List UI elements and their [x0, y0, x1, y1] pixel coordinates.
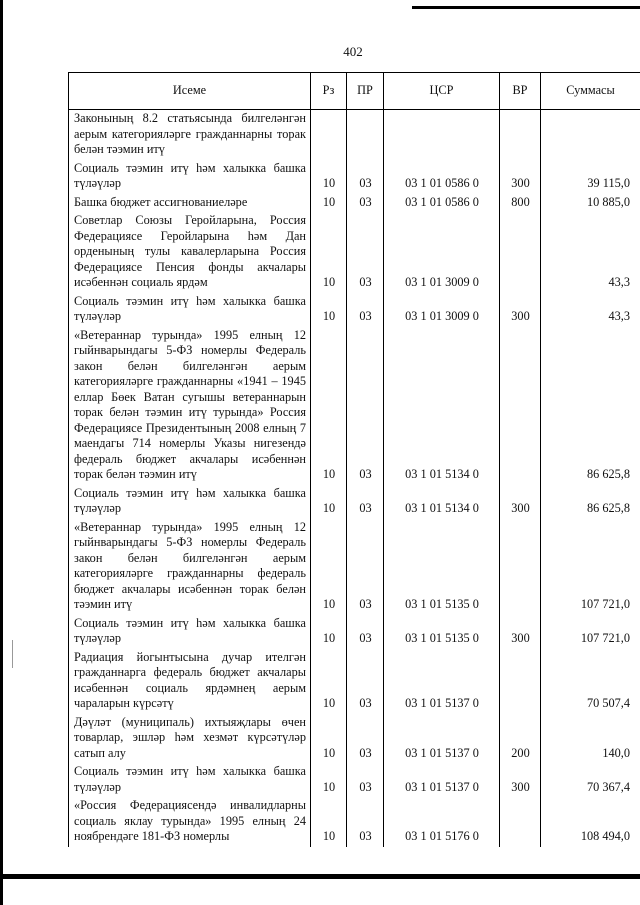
row-csr: 03 1 01 5137 0 — [384, 649, 500, 714]
row-vr: 800 — [500, 194, 541, 213]
row-pr: 03 — [347, 293, 384, 327]
table-row — [69, 714, 640, 764]
header-rz: Рз — [311, 73, 347, 110]
row-sum: 86 625,8 — [541, 485, 640, 519]
table-header-row — [69, 73, 640, 110]
row-rz: 10 — [311, 714, 347, 764]
row-csr: 03 1 01 5134 0 — [384, 485, 500, 519]
row-rz: 10 — [311, 327, 347, 485]
page-number: 402 — [343, 44, 363, 59]
row-pr: 03 — [347, 327, 384, 485]
table-body — [69, 110, 640, 847]
row-sum — [541, 110, 640, 160]
row-pr: 03 — [347, 714, 384, 764]
row-pr: 03 — [347, 649, 384, 714]
table-row — [69, 763, 640, 797]
row-pr: 03 — [347, 194, 384, 213]
row-rz: 10 — [311, 615, 347, 649]
row-sum: 43,3 — [541, 212, 640, 293]
row-pr: 03 — [347, 615, 384, 649]
row-sum: 70 507,4 — [541, 649, 640, 714]
row-name: Башка бюджет ассигнованиеләре — [69, 194, 311, 213]
row-name: Радиация йогынтысына дучар ителгән гражданнарга федераль бюджет акчалары исәбеннән социаль ярдәмнең аерым чараларын күрсәтү — [69, 649, 311, 714]
row-csr — [384, 110, 500, 160]
row-name: Законының 8.2 статьясында билгеләнгән аерым категорияләрге гражданнарны торак белән тәэмин итү — [69, 110, 311, 160]
row-vr: 300 — [500, 485, 541, 519]
row-rz — [311, 110, 347, 160]
header-csr: ЦСР — [384, 73, 500, 110]
row-pr — [347, 110, 384, 160]
row-rz: 10 — [311, 212, 347, 293]
row-vr: 300 — [500, 763, 541, 797]
row-sum: 10 885,0 — [541, 194, 640, 213]
row-rz: 10 — [311, 519, 347, 615]
table-row — [69, 327, 640, 485]
scan-bottom-bar — [0, 874, 640, 879]
row-sum: 39 115,0 — [541, 160, 640, 194]
table-row — [69, 194, 640, 213]
row-name: Социаль тәэмин итү һәм халыкка башка түләүләр — [69, 160, 311, 194]
row-rz: 10 — [311, 485, 347, 519]
row-csr: 03 1 01 5135 0 — [384, 615, 500, 649]
table-row — [69, 797, 640, 847]
row-csr: 03 1 01 5135 0 — [384, 519, 500, 615]
row-pr: 03 — [347, 763, 384, 797]
row-pr: 03 — [347, 212, 384, 293]
row-csr: 03 1 01 3009 0 — [384, 293, 500, 327]
row-sum: 43,3 — [541, 293, 640, 327]
row-sum: 86 625,8 — [541, 327, 640, 485]
row-name: «Россия Федерациясендә инвалидларны социаль яклау турында» 1995 елның 24 ноябрендәге 181-ФЗ номерлы — [69, 797, 311, 847]
row-csr: 03 1 01 5176 0 — [384, 797, 500, 847]
row-csr: 03 1 01 0586 0 — [384, 194, 500, 213]
table-row — [69, 519, 640, 615]
header-sum: Суммасы — [541, 73, 640, 110]
table-row — [69, 110, 640, 160]
header-name: Исеме — [69, 73, 311, 110]
scan-mark — [12, 640, 13, 668]
row-vr — [500, 519, 541, 615]
row-name: «Ветераннар турында» 1995 елның 12 гыйнварындагы 5-ФЗ номерлы Федераль закон белән билгеләнгән аерым категорияләрге гражданнарны «1941 – 1945 еллар Бөек Ватан сугышы ветераннарын торак белән тәэмин итү турында» Россия Федерациясе Президентының 2008 елның 7 маендагы 714 номерлы Указы нигезендә федераль бюджет акчалары исәбеннән торак белән тәэмин итү — [69, 327, 311, 485]
row-vr — [500, 649, 541, 714]
row-sum: 140,0 — [541, 714, 640, 764]
table-row — [69, 160, 640, 194]
row-rz: 10 — [311, 293, 347, 327]
scan-left-edge — [0, 0, 3, 905]
row-name: Социаль тәэмин итү һәм халыкка башка түләүләр — [69, 485, 311, 519]
scan-top-bar — [412, 6, 640, 9]
row-csr: 03 1 01 5137 0 — [384, 763, 500, 797]
row-vr — [500, 327, 541, 485]
row-vr — [500, 110, 541, 160]
row-vr — [500, 797, 541, 847]
row-csr: 03 1 01 0586 0 — [384, 160, 500, 194]
row-name: Социаль тәэмин итү һәм халыкка башка түләүләр — [69, 763, 311, 797]
row-sum: 70 367,4 — [541, 763, 640, 797]
row-csr: 03 1 01 5134 0 — [384, 327, 500, 485]
row-pr: 03 — [347, 485, 384, 519]
row-sum: 107 721,0 — [541, 615, 640, 649]
row-pr: 03 — [347, 519, 384, 615]
row-name: Социаль тәэмин итү һәм халыкка башка түләүләр — [69, 615, 311, 649]
row-csr: 03 1 01 3009 0 — [384, 212, 500, 293]
table-row — [69, 615, 640, 649]
row-rz: 10 — [311, 160, 347, 194]
row-vr — [500, 212, 541, 293]
row-csr: 03 1 01 5137 0 — [384, 714, 500, 764]
row-vr: 300 — [500, 160, 541, 194]
table-row — [69, 485, 640, 519]
row-vr: 200 — [500, 714, 541, 764]
row-rz: 10 — [311, 649, 347, 714]
table-row — [69, 649, 640, 714]
header-vr: ВР — [500, 73, 541, 110]
budget-table — [68, 72, 640, 847]
row-sum: 108 494,0 — [541, 797, 640, 847]
table-row — [69, 293, 640, 327]
row-name: Социаль тәэмин итү һәм халыкка башка түләүләр — [69, 293, 311, 327]
row-vr: 300 — [500, 293, 541, 327]
row-rz: 10 — [311, 797, 347, 847]
row-name: Дәүләт (муниципаль) ихтыяҗлары өчен товарлар, эшләр һәм хезмәт күрсәтүләр сатып алу — [69, 714, 311, 764]
row-name: «Ветераннар турында» 1995 елның 12 гыйнварындагы 5-ФЗ номерлы Федераль закон белән билгеләнгән аерым категорияләрге гражданнарны федераль бюджет акчалары исәбеннән торак белән тәэмин итү — [69, 519, 311, 615]
header-pr: ПР — [347, 73, 384, 110]
row-sum: 107 721,0 — [541, 519, 640, 615]
row-rz: 10 — [311, 194, 347, 213]
row-pr: 03 — [347, 797, 384, 847]
row-rz: 10 — [311, 763, 347, 797]
row-name: Советлар Союзы Геройларына, Россия Федерациясе Геройларына һәм Дан орденының тулы кавалерларына Россия Федерациясе Пенсия фонды акчалары исәбеннән социаль ярдәм — [69, 212, 311, 293]
table-row — [69, 212, 640, 293]
row-pr: 03 — [347, 160, 384, 194]
row-vr: 300 — [500, 615, 541, 649]
